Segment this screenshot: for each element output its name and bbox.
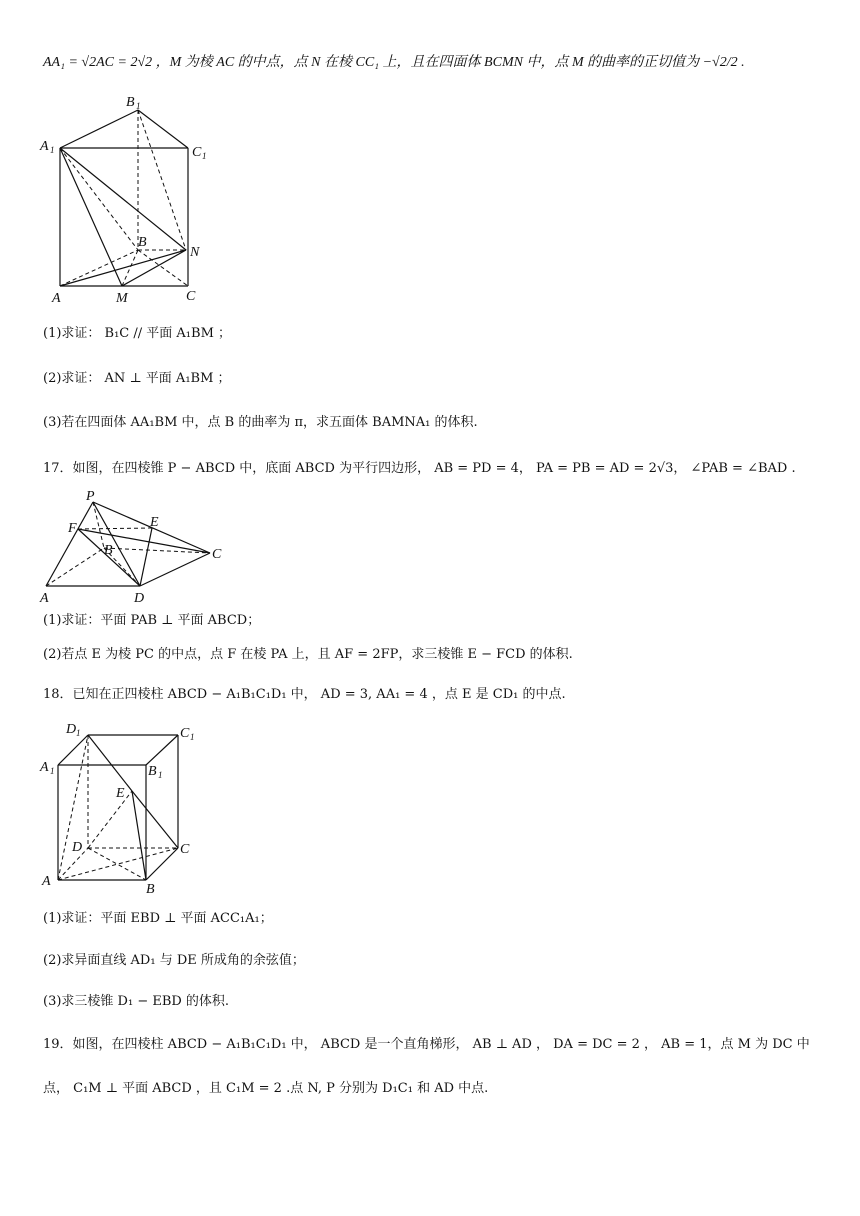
label-c1: C [180, 726, 190, 741]
label-d1: D [66, 722, 77, 737]
label-c1: C [192, 145, 202, 160]
p16-q2: (2)求证： AN ⊥ 平面 A₁BM ； [43, 371, 231, 386]
label-b: B [138, 235, 147, 250]
label-a: A [52, 291, 61, 306]
label-c1-sub: 1 [190, 732, 195, 742]
label-f: F [68, 521, 77, 536]
label-b1-sub: 1 [136, 101, 141, 111]
label-e: E [150, 515, 159, 530]
label-b: B [146, 882, 155, 897]
figure-prism-16 [38, 90, 258, 320]
p17-stem: 17．如图，在四棱锥 P − ABCD 中，底面 ABCD 为平行四边形， AB = PD = 4， PA = PB = AD = 2√3， ∠PAB = ∠BAD . [43, 461, 796, 476]
label-a1-sub: 1 [50, 145, 55, 155]
p17-q2: (2)若点 E 为棱 PC 的中点，点 F 在棱 PA 上，且 AF = 2FP，求三棱锥 E − FCD 的体积. [43, 647, 573, 662]
p18-q1: (1)求证：平面 EBD ⊥ 平面 ACC₁A₁； [43, 911, 273, 926]
label-b1-sub: 1 [158, 770, 163, 780]
p19-line1: 19．如图，在四棱柱 ABCD − A₁B₁C₁D₁ 中， ABCD 是一个直角梯形， AB ⊥ AD ， DA = DC = 2 ， AB = 1，点 M 为 DC 中 [43, 1037, 810, 1052]
label-c: C [212, 547, 222, 562]
label-b1: B [126, 95, 135, 110]
label-a1: A [40, 760, 49, 775]
label-n: N [190, 245, 200, 260]
p18-q2: (2)求异面直线 AD₁ 与 DE 所成角的余弦值； [43, 953, 305, 968]
p18-stem: 18．已知在正四棱柱 ABCD − A₁B₁C₁D₁ 中， AD = 3, AA₁ = 4 ，点 E 是 CD₁ 的中点. [43, 687, 566, 702]
figure-prism-18 [38, 715, 238, 895]
label-c1-sub: 1 [202, 151, 207, 161]
p19-line2: 点， C₁M ⊥ 平面 ABCD ，且 C₁M = 2 .点 N, P 分别为 D₁C₁ 和 AD 中点. [43, 1081, 489, 1096]
label-b: B [104, 543, 113, 558]
label-c: C [180, 842, 190, 857]
label-a1: A [40, 139, 49, 154]
label-d1-sub: 1 [76, 728, 81, 738]
p16-q3: (3)若在四面体 AA₁BM 中，点 B 的曲率为 π，求五面体 BAMNA₁ 的体积. [43, 415, 478, 430]
p16-intro: AA₁ = √2AC = 2√2 ，M 为棱 AC 的中点，点 N 在棱 CC₁ 上，且在四面体 BCMN 中，点 M 的曲率的正切值为 −√2/2 . [43, 55, 745, 70]
label-d: D [72, 840, 83, 855]
label-e: E [116, 786, 125, 801]
label-a1-sub: 1 [50, 766, 55, 776]
p17-q1: (1)求证：平面 PAB ⊥ 平面 ABCD； [43, 613, 261, 628]
label-a: A [42, 874, 51, 889]
label-d: D [134, 591, 145, 606]
label-b1: B [148, 764, 157, 779]
label-m: M [116, 291, 128, 306]
label-p: P [86, 489, 95, 504]
p16-q1: (1)求证： B₁C // 平面 A₁BM ； [43, 326, 232, 341]
p18-q3: (3)求三棱锥 D₁ − EBD 的体积. [43, 994, 230, 1009]
figure-pyramid-17 [38, 490, 238, 605]
label-c: C [186, 289, 196, 304]
label-a: A [40, 591, 49, 606]
